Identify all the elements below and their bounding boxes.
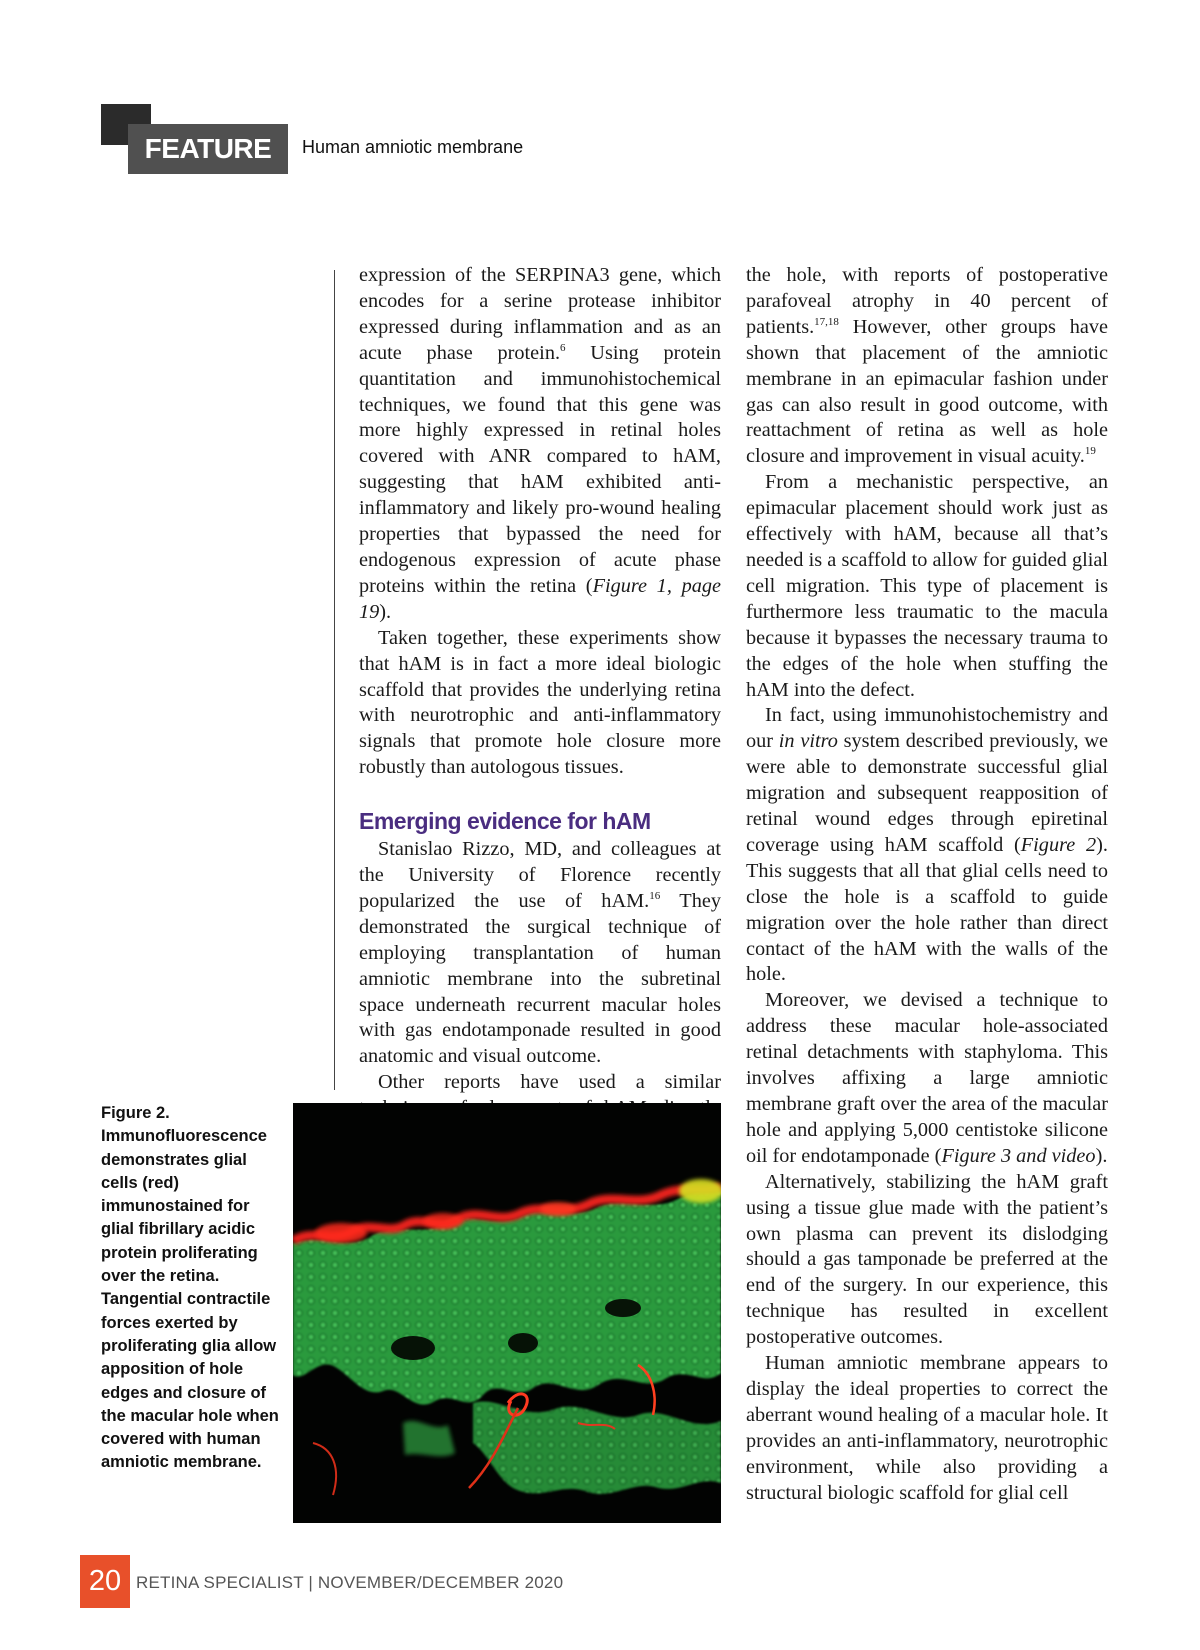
paragraph: the hole, with reports of postoperative parafoveal atrophy in 40 percent of patients.$^{17,18}$ However, other groups have shown that placement of the amniotic membrane in an epimacular fashion under gas can also result in good outcome, with reattachment of retina as well as hole closure and improvement in visual acuity.$^{19}$ [746,264,1108,468]
tissue-gap [508,1333,538,1353]
figure-caption: Figure 2. Immunofluorescence demonstrates glial cells (red) immunostained for glial fibrillary acidic protein proliferating over the retina. Tangential contractile forces exerted by proliferating glia allow apposition of hole edges and closure of the macular hole when covered with human amniotic membrane. [101,1104,279,1472]
paragraph: Taken together, these experiments show that hAM is in fact a more ideal biologic scaffold that provides the underlying retina with neurotrophic and anti-inflammatory signals that promote hole closure more robustly than autologous tissues. [359,626,721,779]
citation: 17,18 [814,315,839,328]
article-column-1 [359,263,721,1148]
section-topic: Human amniotic membrane [302,137,524,157]
page-number: 20 [80,1555,130,1608]
paragraph: Human amniotic membrane appears to display the ideal properties to correct the aberrant wound healing of a macular hole. It provides an anti-inflammatory, neurotrophic environment, while also providing a structural biologic scaffold for glial cell [746,1352,1108,1504]
glial-cluster [540,1202,576,1216]
micrograph-image [293,1103,721,1523]
paragraph: expression of the SERPINA3 gene, which encodes for a serine protease inhibitor expressed during inflammation and as an acute phase protein.$^6$ Using protein quantitation and immunohistochemical techniques, we found that this gene was more highly expressed in retinal holes covered with ANR compared to hAM, suggesting that hAM exhibited anti-inflammatory and likely pro-wound healing properties that bypassed the need for endogenous expression of acute phase proteins within the retina (Figure 1, page 19). [359,264,721,623]
citation: 19 [1084,445,1096,458]
section-label: FEATURE [128,124,288,174]
paragraph: Alternatively, stabilizing the hAM graft using a tissue glue made with the patient’s own plasma can prevent its dislodging should a gas tamponade be preferred at the end of the surgery. In our experience, this technique has resulted in excellent postoperative outcomes. [746,1170,1108,1349]
publication-line: RETINA SPECIALIST | NOVEMBER/DECEMBER 2020 [136,1573,564,1592]
glial-cluster [315,1223,367,1243]
paragraph: In fact, using immunohistochemistry and our in vitro system described previously, we were able to demonstrate successful glial migration and subsequent reapposition of retinal wound edges through epiretinal coverage using hAM scaffold (Figure 2). This suggests that all that glial cells need to close the hole is a scaffold to guide migration over the hole rather than direct contact of the hAM with the walls of the hole. [746,704,1108,986]
tissue-gap [391,1336,435,1360]
figure-reference[interactable]: Figure 1, page 19 [359,574,721,623]
citation: 6 [560,341,566,354]
paragraph: From a mechanistic perspective, an epimacular placement should work just as effectively with hAM, because all that’s needed is a scaffold to allow for guided glial cell migration. This type of placement is furthermore less traumatic to the macula because it bypasses the necessary trauma to the edges of the hole when stuffing the hAM into the defect. [746,471,1108,701]
glial-cluster [423,1213,463,1229]
citation: 16 [649,889,661,902]
paragraph: Moreover, we devised a technique to address these macular hole-associated retinal detachments with staphyloma. This involves affixing a large amniotic membrane graft over the area of the macular hole and applying 5,000 centistoke silicone oil for endotamponade (Figure 3 and video). [746,989,1108,1167]
paragraph: Stanislao Rizzo, MD, and colleagues at the University of Florence recently popularized the use of hAM.$^{16}$ They demonstrated the surgical technique of employing transplantation of human amniotic membrane into the subretinal space underneath recurrent macular holes with gas endotamponade resulted in good anatomic and visual outcome. [359,838,721,1068]
figure-reference[interactable]: Figure 3 and video [941,1144,1096,1167]
paragraph: Other reports have used a similar [378,1071,721,1094]
figure-reference[interactable]: Figure 2 [1020,833,1097,856]
column-divider [334,270,335,1090]
subheading: Emerging evidence for hAM [359,808,651,835]
tissue-gap [605,1299,641,1317]
figure-2-micrograph [293,1103,721,1523]
colocalization-signal [679,1179,721,1203]
article-column-2 [746,263,1108,1507]
tissue-fragment [403,1421,455,1456]
